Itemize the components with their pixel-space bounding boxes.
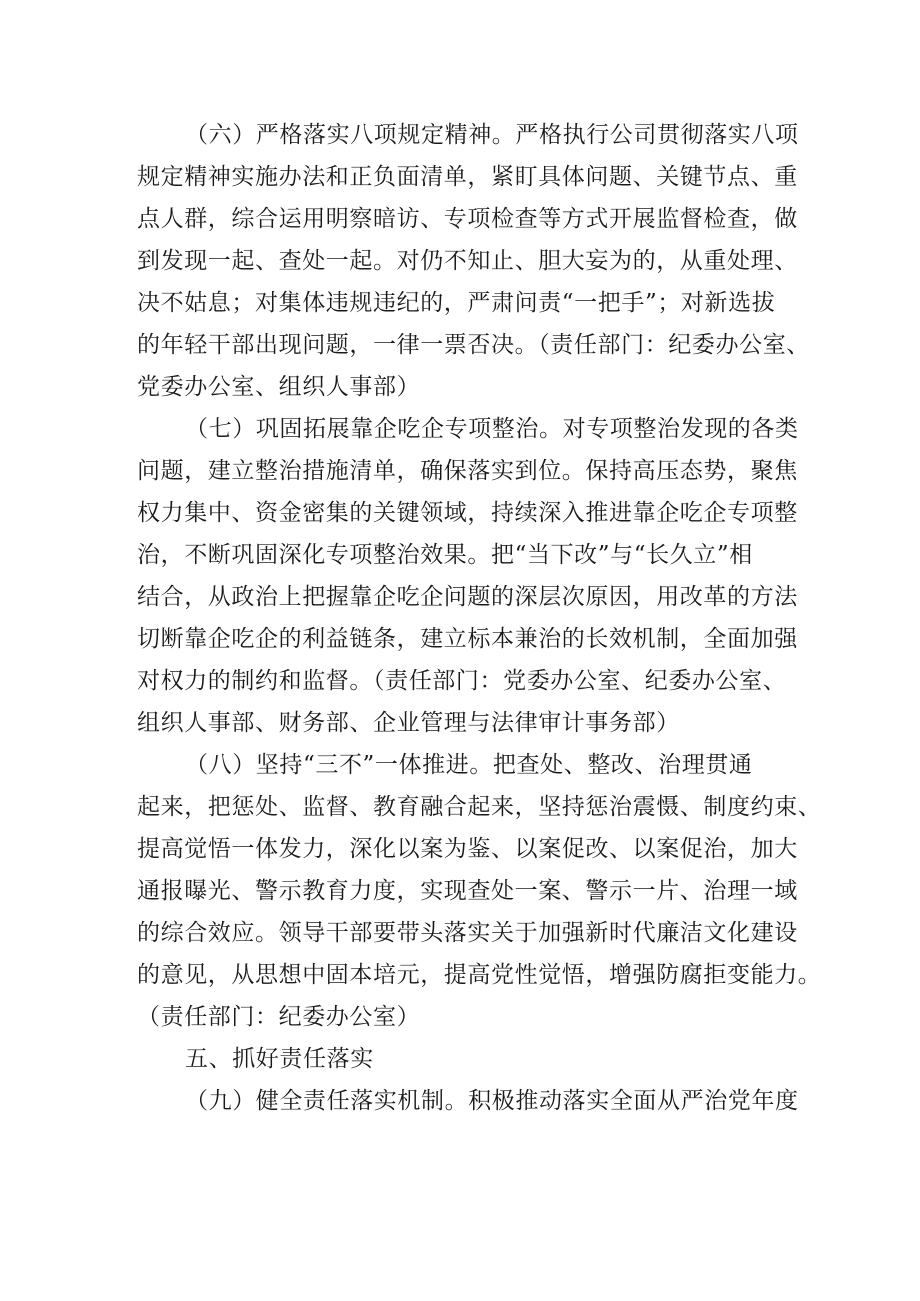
para-7-line: 组织人事部、财务部、企业管理与法律审计事务部） <box>137 710 680 736</box>
para-6-line: 到发现一起、查处一起。对仍不知止、胆大妄为的，从重处理、 <box>137 248 798 274</box>
para-6-line: 党委办公室、组织人事部） <box>137 374 421 400</box>
para-6-line: 决不姑息；对集体违规违纪的，严肃问责“一把手”；对新选拔 <box>137 290 776 316</box>
para-7-line: 对权力的制约和监督。（责任部门：党委办公室、纪委办公室、 <box>137 668 787 694</box>
para-7-line: 问题，建立整治措施清单，确保落实到位。保持高压态势，聚焦 <box>137 458 798 484</box>
para-6-line: （六）严格落实八项规定精神。严格执行公司贯彻落实八项 <box>185 122 799 148</box>
para-7-line: 切断靠企吃企的利益链条，建立标本兼治的长效机制，全面加强 <box>137 626 798 652</box>
para-7-line: （七）巩固拓展靠企吃企专项整治。对专项整治发现的各类 <box>185 416 799 442</box>
section-heading: 五、抓好责任落实 <box>185 1046 374 1072</box>
para-7-line: 权力集中、资金密集的关键领域，持续深入推进靠企吃企专项整 <box>137 500 798 526</box>
para-6-line: 规定精神实施办法和正负面清单，紧盯具体问题、关键节点、重 <box>137 164 798 190</box>
para-8-line: 提高觉悟一体发力，深化以案为鉴、以案促改、以案促治，加大 <box>137 836 798 862</box>
para-6-line: 的年轻干部出现问题，一律一票否决。（责任部门：纪委办公室、 <box>137 332 810 358</box>
para-8-line: （责任部门：纪委办公室） <box>137 1004 421 1030</box>
para-6-line: 点人群，综合运用明察暗访、专项检查等方式开展监督检查，做 <box>137 206 798 232</box>
para-7-line: 治，不断巩固深化专项整治效果。把“当下改”与“长久立”相 <box>137 542 753 568</box>
para-8-line: 的意见，从思想中固本培元，提高党性觉悟，增强防腐拒变能力。 <box>137 962 822 988</box>
para-8-line: 通报曝光、警示教育力度，实现查处一案、警示一片、治理一域 <box>137 878 798 904</box>
para-8-line: 的综合效应。领导干部要带头落实关于加强新时代廉洁文化建设 <box>137 920 798 946</box>
para-7-line: 结合，从政治上把握靠企吃企问题的深层次原因，用改革的方法 <box>137 584 798 610</box>
para-9-line: （九）健全责任落实机制。积极推动落实全面从严治党年度 <box>185 1088 799 1114</box>
para-8-line: （八）坚持“三不”一体推进。把查处、整改、治理贯通 <box>185 752 753 778</box>
para-8-line: 起来，把惩处、监督、教育融合起来，坚持惩治震慑、制度约束、 <box>137 794 822 820</box>
